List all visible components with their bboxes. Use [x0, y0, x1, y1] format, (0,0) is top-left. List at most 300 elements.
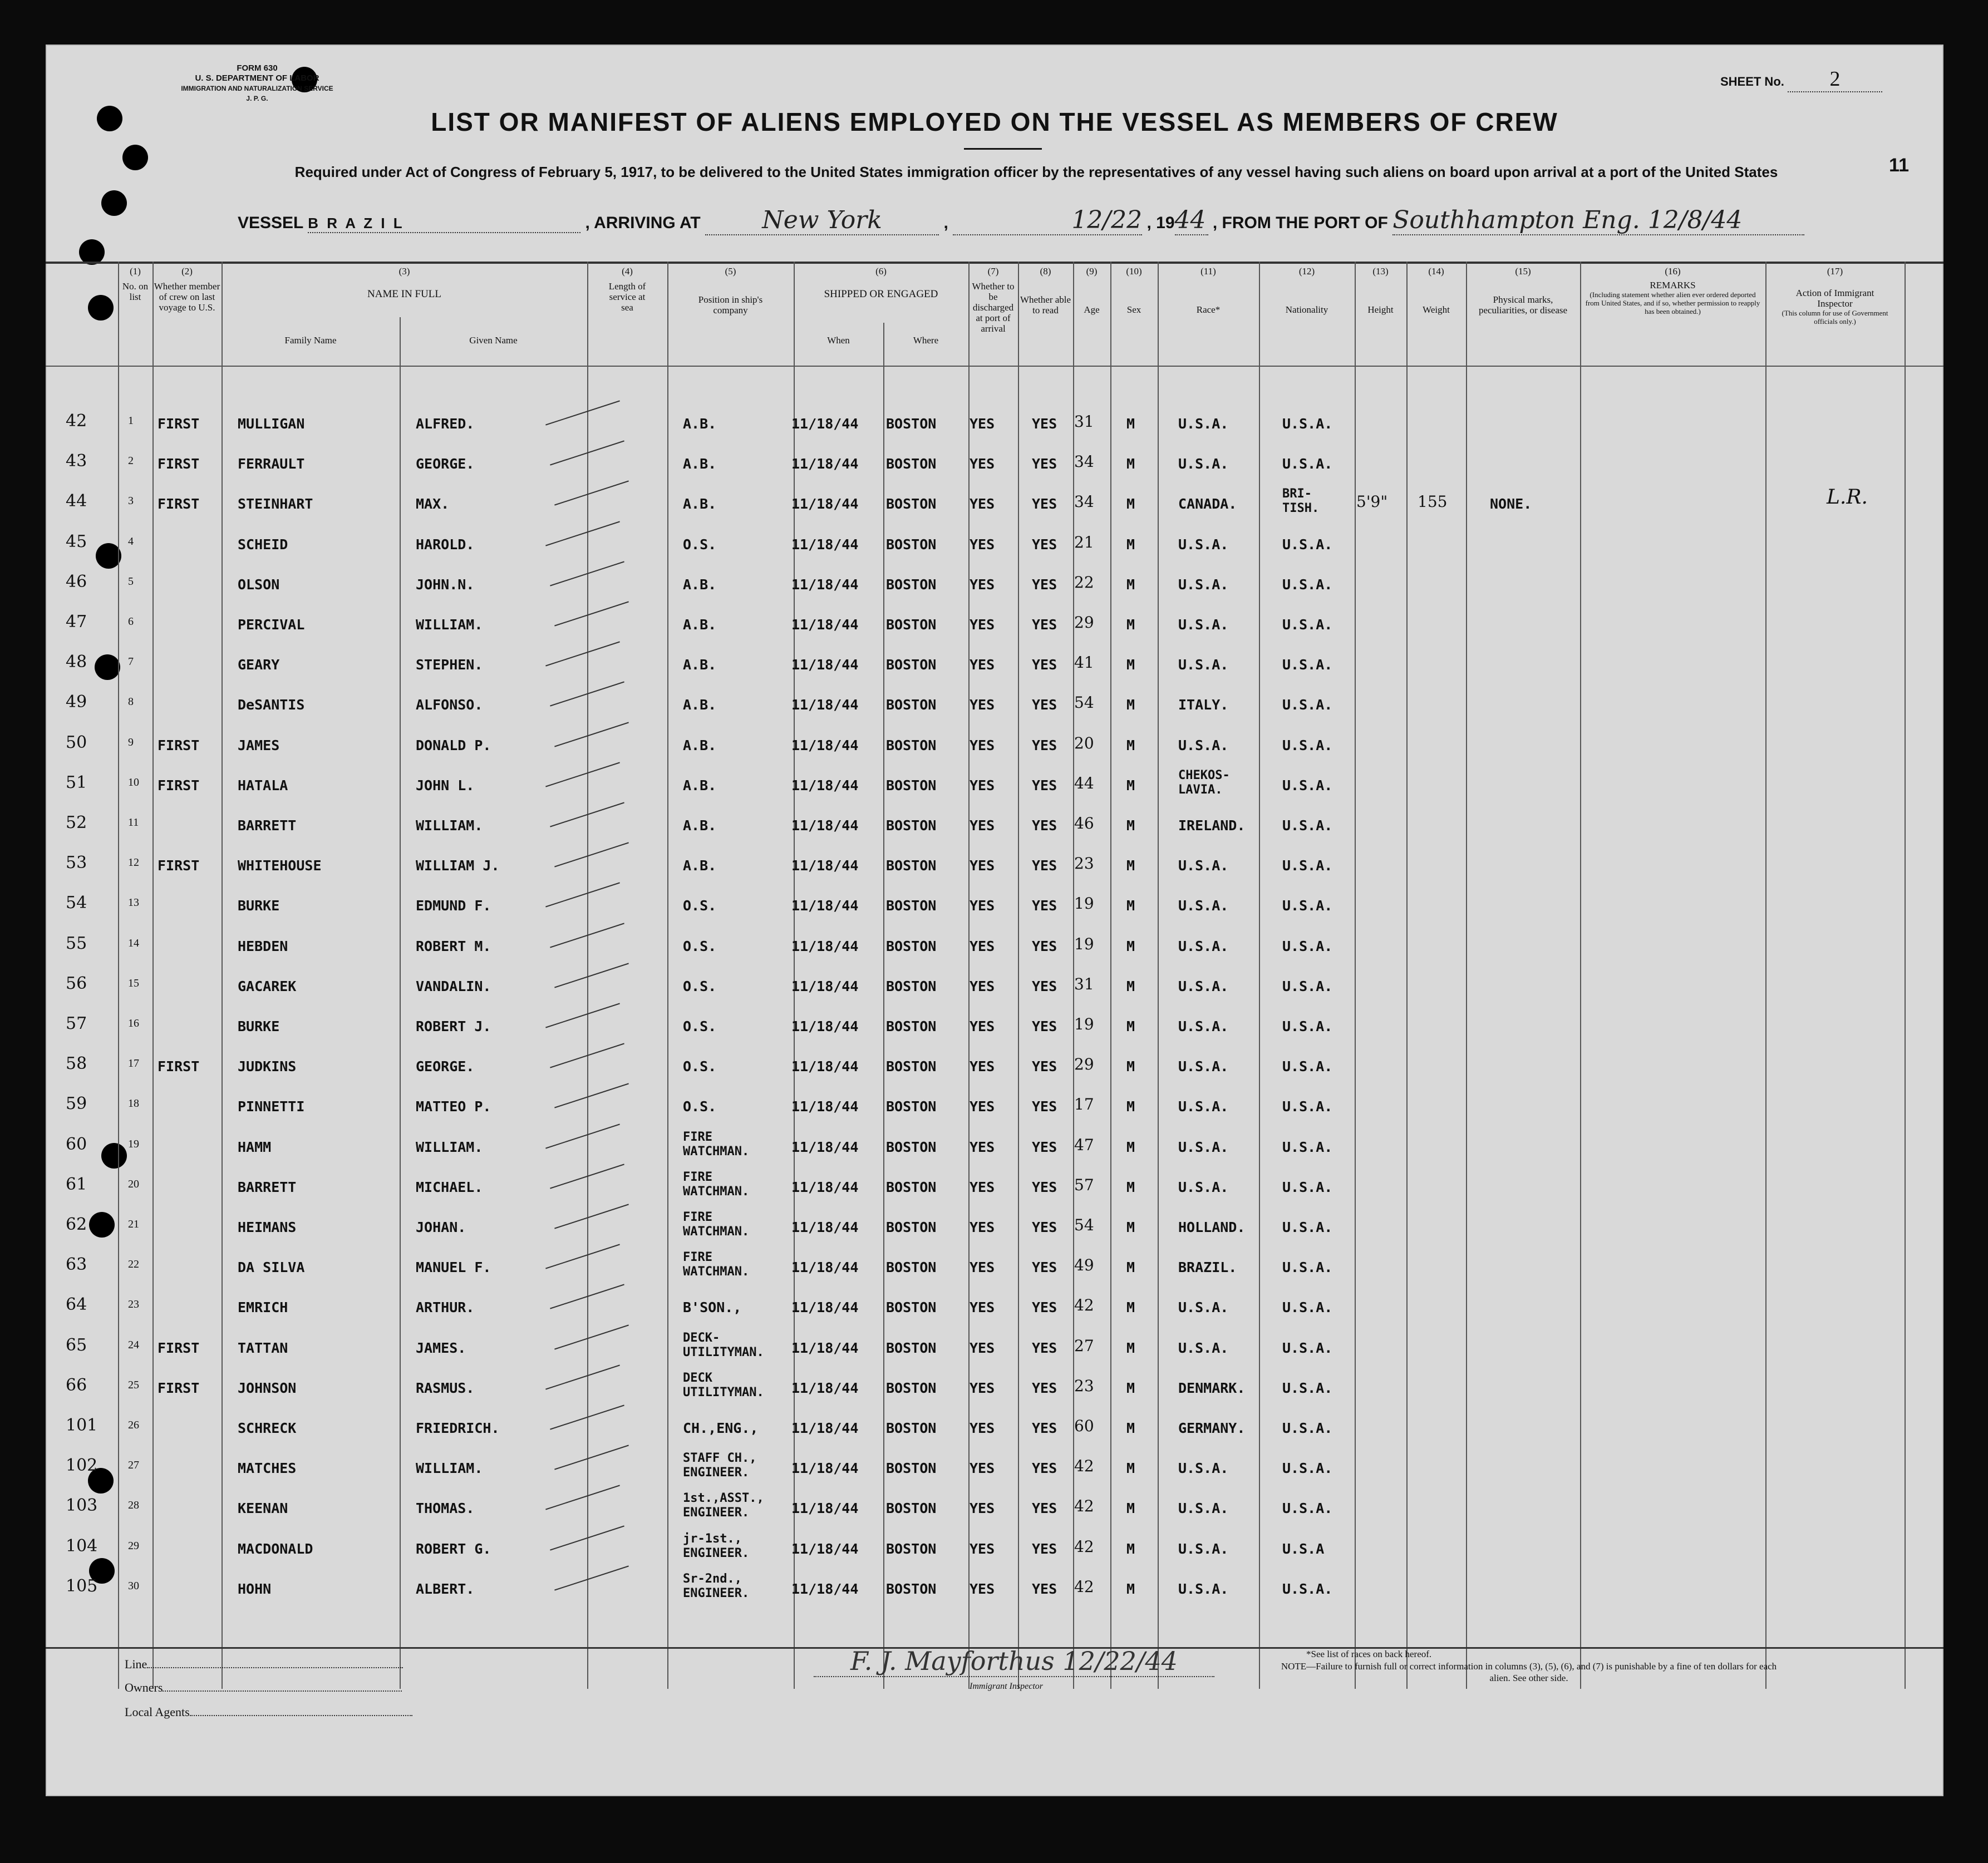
family-name: SCHEID: [238, 536, 288, 553]
shipped-date: 11/18/44: [791, 1299, 859, 1316]
sex: M: [1126, 898, 1135, 914]
table-row: [46, 1487, 1943, 1527]
able-to-read: YES: [1032, 1580, 1057, 1597]
table-row: [46, 1407, 1943, 1447]
discharged: YES: [970, 496, 995, 512]
family-name: HEBDEN: [238, 938, 288, 954]
discharged: YES: [970, 456, 995, 472]
list-number: 1: [128, 415, 134, 427]
weight: 155: [1418, 492, 1448, 511]
shipped-place: BOSTON: [886, 1219, 937, 1235]
discharged: YES: [970, 777, 995, 793]
arriving-port: New York: [705, 206, 939, 235]
service-slash-mark: [554, 601, 629, 626]
age: 27: [1074, 1336, 1094, 1355]
family-name: OLSON: [238, 576, 280, 593]
given-name: ALBERT.: [416, 1580, 475, 1597]
service-slash-mark: [545, 762, 620, 787]
agents-label: Local Agents: [125, 1705, 190, 1719]
race: U.S.A.: [1178, 1098, 1229, 1115]
nationality: U.S.A.: [1282, 1379, 1333, 1396]
manifest-sheet: [46, 45, 1943, 1796]
sex: M: [1126, 416, 1135, 432]
given-name: ROBERT G.: [416, 1540, 491, 1557]
table-row: [46, 683, 1943, 723]
race: U.S.A.: [1178, 1540, 1229, 1557]
given-name: STEPHEN.: [416, 657, 483, 673]
age: 42: [1074, 1296, 1094, 1315]
race: U.S.A.: [1178, 1339, 1229, 1356]
table-row: [46, 442, 1943, 482]
header-separator: [46, 366, 1943, 367]
position: 1st.,ASST., ENGINEER.: [683, 1491, 764, 1520]
nationality: U.S.A.: [1282, 697, 1333, 713]
sex: M: [1126, 777, 1135, 793]
service-slash-mark: [545, 1364, 620, 1389]
service-slash-mark: [550, 1284, 624, 1309]
discharged: YES: [970, 1420, 995, 1436]
discharged: YES: [970, 1460, 995, 1477]
discharged: YES: [970, 576, 995, 593]
age: 57: [1074, 1175, 1094, 1194]
given-name: MANUEL F.: [416, 1259, 491, 1276]
manifest-line-number: 60: [66, 1134, 87, 1154]
able-to-read: YES: [1032, 978, 1057, 994]
manifest-line-number: 46: [66, 571, 87, 592]
position: A.B.: [683, 456, 717, 472]
table-row: [46, 523, 1943, 563]
shipped-date: 11/18/44: [791, 576, 859, 593]
nationality: U.S.A.: [1282, 617, 1333, 633]
table-row: [46, 764, 1943, 804]
discharged: YES: [970, 617, 995, 633]
race: U.S.A.: [1178, 1299, 1229, 1316]
position: Sr-2nd., ENGINEER.: [683, 1571, 750, 1600]
manifest-line-number: 47: [66, 612, 87, 632]
race: U.S.A.: [1178, 1179, 1229, 1195]
shipped-date: 11/18/44: [791, 456, 859, 472]
table-row: [46, 402, 1943, 442]
given-name: JOHN.N.: [416, 576, 475, 593]
shipped-date: 11/18/44: [791, 617, 859, 633]
vessel-label: VESSEL: [238, 214, 303, 232]
nationality: U.S.A.: [1282, 737, 1333, 753]
shipped-place: BOSTON: [886, 938, 937, 954]
table-row: [46, 1126, 1943, 1166]
col-15-header: (15) Physical marks, peculiarities, or disease: [1478, 266, 1568, 316]
able-to-read: YES: [1032, 617, 1057, 633]
list-number: 10: [128, 776, 139, 788]
list-number: 9: [128, 736, 134, 748]
shipped-place: BOSTON: [886, 496, 937, 512]
table-row: [46, 1246, 1943, 1286]
table-row: [46, 1327, 1943, 1367]
age: 54: [1074, 693, 1094, 712]
shipped-date: 11/18/44: [791, 1098, 859, 1115]
able-to-read: YES: [1032, 1540, 1057, 1557]
table-row: [46, 1568, 1943, 1608]
service-slash-mark: [550, 1404, 624, 1430]
manifest-line-number: 42: [66, 411, 87, 431]
able-to-read: YES: [1032, 898, 1057, 914]
age: 17: [1074, 1095, 1094, 1114]
able-to-read: YES: [1032, 1379, 1057, 1396]
shipped-date: 11/18/44: [791, 737, 859, 753]
line-blank: [147, 1667, 403, 1668]
col-17-header: (17) Action of Immigrant Inspector (This column for use of Government officials only.): [1782, 266, 1888, 326]
shipped-date: 11/18/44: [791, 1018, 859, 1034]
service-slash-mark: [554, 1445, 629, 1470]
manifest-line-number: 51: [66, 772, 87, 792]
sex: M: [1126, 1018, 1135, 1034]
list-number: 23: [128, 1298, 139, 1311]
shipped-place: BOSTON: [886, 1259, 937, 1276]
position: O.S.: [683, 898, 717, 914]
nationality: U.S.A.: [1282, 657, 1333, 673]
manifest-line-number: 48: [66, 652, 87, 672]
race: U.S.A.: [1178, 1138, 1229, 1155]
nationality: U.S.A.: [1282, 1420, 1333, 1436]
family-name: JOHNSON: [238, 1379, 297, 1396]
sex: M: [1126, 1379, 1135, 1396]
sex: M: [1126, 1580, 1135, 1597]
footer-owners: [125, 1680, 402, 1695]
race: HOLLAND.: [1178, 1219, 1246, 1235]
vessel-line: VESSEL B R A Z I L , ARRIVING AT New York , 12/22 , 1944 , FROM THE PORT OF Southhampton Eng. 12/8/44: [238, 206, 1804, 235]
prior-voyage: FIRST: [158, 496, 200, 512]
sex: M: [1126, 817, 1135, 834]
table-row: [46, 603, 1943, 643]
able-to-read: YES: [1032, 817, 1057, 834]
nationality: U.S.A.: [1282, 1058, 1333, 1075]
sex: M: [1126, 1299, 1135, 1316]
page-number: 11: [1889, 155, 1909, 176]
nationality: U.S.A.: [1282, 1098, 1333, 1115]
position: FIRE WATCHMAN.: [683, 1210, 750, 1239]
position: O.S.: [683, 938, 717, 954]
from-label: , FROM THE PORT OF: [1212, 214, 1388, 232]
service-slash-mark: [554, 1565, 629, 1590]
list-number: 28: [128, 1499, 139, 1512]
shipped-place: BOSTON: [886, 1138, 937, 1155]
position: O.S.: [683, 978, 717, 994]
table-row: [46, 1005, 1943, 1045]
race: U.S.A.: [1178, 938, 1229, 954]
given-name: EDMUND F.: [416, 898, 491, 914]
age: 49: [1074, 1256, 1094, 1275]
position: A.B.: [683, 657, 717, 673]
shipped-date: 11/18/44: [791, 1460, 859, 1477]
age: 54: [1074, 1216, 1094, 1234]
age: 41: [1074, 653, 1094, 672]
shipped-date: 11/18/44: [791, 978, 859, 994]
sex: M: [1126, 697, 1135, 713]
discharged: YES: [970, 1540, 995, 1557]
col-12-header: (12) Nationality: [1285, 266, 1328, 315]
sex: M: [1126, 1138, 1135, 1155]
discharged: YES: [970, 1299, 995, 1316]
age: 42: [1074, 1457, 1094, 1476]
position: B'SON.,: [683, 1299, 742, 1316]
col-6-header: (6) SHIPPED OR ENGAGED: [824, 266, 938, 300]
discharged: YES: [970, 737, 995, 753]
table-row: [46, 1527, 1943, 1568]
punch-hole: [122, 145, 148, 170]
form-code: J. P. G.: [246, 95, 268, 102]
nationality: U.S.A.: [1282, 857, 1333, 874]
age: 34: [1074, 492, 1094, 511]
table-row: [46, 1206, 1943, 1246]
nationality: U.S.A.: [1282, 1259, 1333, 1276]
col-3-family-subheader: Family Name: [284, 335, 337, 346]
prior-voyage: FIRST: [158, 1058, 200, 1075]
service-slash-mark: [545, 521, 620, 546]
nationality: U.S.A.: [1282, 456, 1333, 472]
punch-hole: [101, 190, 127, 216]
shipped-date: 11/18/44: [791, 1058, 859, 1075]
shipped-date: 11/18/44: [791, 898, 859, 914]
nationality: U.S.A.: [1282, 416, 1333, 432]
manifest-line-number: 44: [66, 491, 87, 511]
shipped-place: BOSTON: [886, 576, 937, 593]
list-number: 12: [128, 856, 139, 869]
shipped-place: BOSTON: [886, 536, 937, 553]
race: IRELAND.: [1178, 817, 1246, 834]
shipped-place: BOSTON: [886, 1460, 937, 1477]
discharged: YES: [970, 1018, 995, 1034]
height: 5'9": [1356, 492, 1388, 511]
given-name: ARTHUR.: [416, 1299, 475, 1316]
service-slash-mark: [550, 682, 624, 707]
age: 21: [1074, 533, 1094, 551]
list-number: 13: [128, 896, 139, 909]
family-name: BARRETT: [238, 1179, 297, 1195]
list-number: 17: [128, 1057, 139, 1070]
family-name: JAMES: [238, 737, 280, 753]
shipped-date: 11/18/44: [791, 938, 859, 954]
arriving-label: , ARRIVING AT: [585, 214, 701, 232]
col-2-header: (2) Whether member of crew on last voyage to U.S.: [154, 266, 220, 313]
sex: M: [1126, 1420, 1135, 1436]
nationality: U.S.A.: [1282, 1299, 1333, 1316]
age: 19: [1074, 894, 1094, 913]
able-to-read: YES: [1032, 456, 1057, 472]
shipped-place: BOSTON: [886, 416, 937, 432]
family-name: MULLIGAN: [238, 416, 305, 432]
position: O.S.: [683, 1018, 717, 1034]
col-8-header: (8) Whether able to read: [1020, 266, 1071, 316]
nationality: BRI- TISH.: [1282, 487, 1320, 516]
able-to-read: YES: [1032, 1058, 1057, 1075]
able-to-read: YES: [1032, 857, 1057, 874]
family-name: HAMM: [238, 1138, 272, 1155]
sex: M: [1126, 1058, 1135, 1075]
position: A.B.: [683, 697, 717, 713]
service-slash-mark: [550, 441, 624, 466]
family-name: MACDONALD: [238, 1540, 313, 1557]
shipped-place: BOSTON: [886, 857, 937, 874]
service-slash-mark: [550, 802, 624, 827]
prior-voyage: FIRST: [158, 1379, 200, 1396]
col-13-header: (13) Height: [1367, 266, 1394, 315]
given-name: MICHAEL.: [416, 1179, 483, 1195]
given-name: ROBERT J.: [416, 1018, 491, 1034]
age: 42: [1074, 1497, 1094, 1516]
discharged: YES: [970, 657, 995, 673]
race: ITALY.: [1178, 697, 1229, 713]
col-16-header: (16) REMARKS (Including statement whether alien ever ordered deported from United States, and if so, whether permission to reapply has been obtained.): [1585, 266, 1760, 316]
family-name: EMRICH: [238, 1299, 288, 1316]
discharged: YES: [970, 416, 995, 432]
inspector-label: Immigrant Inspector: [970, 1682, 1043, 1691]
given-name: MAX.: [416, 496, 450, 512]
position: O.S.: [683, 1058, 717, 1075]
shipped-date: 11/18/44: [791, 697, 859, 713]
service-slash-mark: [554, 722, 629, 747]
able-to-read: YES: [1032, 1138, 1057, 1155]
shipped-place: BOSTON: [886, 1098, 937, 1115]
manifest-line-number: 63: [66, 1255, 87, 1275]
col-9-header: (9) Age: [1084, 266, 1100, 315]
given-name: WILLIAM J.: [416, 857, 500, 874]
owners-blank: [163, 1690, 402, 1692]
table-row: [46, 1045, 1943, 1085]
shipped-date: 11/18/44: [791, 1379, 859, 1396]
col-4-header: (4) Length of service at sea: [608, 266, 646, 313]
list-number: 22: [128, 1258, 139, 1271]
sex: M: [1126, 737, 1135, 753]
list-number: 11: [128, 816, 139, 829]
given-name: DONALD P.: [416, 737, 491, 753]
position: DECK UTILITYMAN.: [683, 1371, 764, 1399]
able-to-read: YES: [1032, 1460, 1057, 1477]
able-to-read: YES: [1032, 1339, 1057, 1356]
race: U.S.A.: [1178, 1018, 1229, 1034]
given-name: RASMUS.: [416, 1379, 475, 1396]
able-to-read: YES: [1032, 536, 1057, 553]
race: U.S.A.: [1178, 857, 1229, 874]
manifest-line-number: 65: [66, 1335, 87, 1355]
list-number: 2: [128, 455, 134, 467]
able-to-read: YES: [1032, 1098, 1057, 1115]
prior-voyage: FIRST: [158, 456, 200, 472]
sex: M: [1126, 496, 1135, 512]
race: U.S.A.: [1178, 1580, 1229, 1597]
race: BRAZIL.: [1178, 1259, 1237, 1276]
col-3-given-subheader: Given Name: [469, 335, 518, 346]
family-name: SCHRECK: [238, 1420, 297, 1436]
manifest-line-number: 102: [66, 1456, 98, 1476]
position: O.S.: [683, 1098, 717, 1115]
col-7-header: (7) Whether to be discharged at port of arrival: [972, 266, 1015, 334]
shipped-place: BOSTON: [886, 1540, 937, 1557]
position: A.B.: [683, 817, 717, 834]
table-row: [46, 643, 1943, 683]
shipped-place: BOSTON: [886, 978, 937, 994]
age: 22: [1074, 573, 1094, 592]
manifest-line-number: 61: [66, 1174, 87, 1194]
sex: M: [1126, 1179, 1135, 1195]
nationality: U.S.A.: [1282, 938, 1333, 954]
able-to-read: YES: [1032, 416, 1057, 432]
table-row: [46, 724, 1943, 764]
sheet-number-value: 2: [1788, 67, 1882, 92]
discharged: YES: [970, 1138, 995, 1155]
given-name: WILLIAM.: [416, 1138, 483, 1155]
manifest-line-number: 103: [66, 1496, 98, 1516]
shipped-place: BOSTON: [886, 1500, 937, 1517]
race: U.S.A.: [1178, 1058, 1229, 1075]
given-name: WILLIAM.: [416, 817, 483, 834]
list-number: 7: [128, 655, 134, 668]
list-number: 29: [128, 1539, 139, 1552]
given-name: THOMAS.: [416, 1500, 475, 1517]
able-to-read: YES: [1032, 1219, 1057, 1235]
manifest-line-number: 62: [66, 1215, 87, 1234]
manifest-line-number: 57: [66, 1014, 87, 1033]
line-label: Line: [125, 1657, 147, 1671]
nationality: U.S.A.: [1282, 536, 1333, 553]
table-row: [46, 1367, 1943, 1407]
table-row: [46, 884, 1943, 924]
position: A.B.: [683, 496, 717, 512]
shipped-date: 11/18/44: [791, 416, 859, 432]
arrival-date: 12/22: [953, 206, 1142, 235]
family-name: BURKE: [238, 898, 280, 914]
discharged: YES: [970, 1058, 995, 1075]
service-slash-mark: [550, 1043, 624, 1068]
race: DENMARK.: [1178, 1379, 1246, 1396]
race: U.S.A.: [1178, 898, 1229, 914]
given-name: FRIEDRICH.: [416, 1420, 500, 1436]
shipped-place: BOSTON: [886, 1580, 937, 1597]
nationality: U.S.A.: [1282, 777, 1333, 793]
shipped-date: 11/18/44: [791, 1500, 859, 1517]
shipped-place: BOSTON: [886, 697, 937, 713]
shipped-date: 11/18/44: [791, 496, 859, 512]
manifest-line-number: 59: [66, 1094, 87, 1114]
family-name: FERRAULT: [238, 456, 305, 472]
race: U.S.A.: [1178, 737, 1229, 753]
shipped-place: BOSTON: [886, 1299, 937, 1316]
title-underline: [964, 148, 1042, 150]
service-slash-mark: [545, 1123, 620, 1149]
manifest-line-number: 55: [66, 933, 87, 953]
shipped-place: BOSTON: [886, 777, 937, 793]
family-name: HOHN: [238, 1580, 272, 1597]
age: 31: [1074, 412, 1094, 431]
nationality: U.S.A.: [1282, 1138, 1333, 1155]
race: U.S.A.: [1178, 1500, 1229, 1517]
race: CHEKOS- LAVIA.: [1178, 768, 1230, 797]
discharged: YES: [970, 1500, 995, 1517]
prior-voyage: FIRST: [158, 416, 200, 432]
shipped-date: 11/18/44: [791, 657, 859, 673]
shipped-date: 11/18/44: [791, 1580, 859, 1597]
able-to-read: YES: [1032, 576, 1057, 593]
manifest-line-number: 101: [66, 1416, 98, 1435]
list-number: 5: [128, 575, 134, 588]
race: U.S.A.: [1178, 617, 1229, 633]
shipped-place: BOSTON: [886, 898, 937, 914]
nationality: U.S.A.: [1282, 576, 1333, 593]
age: 19: [1074, 934, 1094, 953]
manifest-line-number: 53: [66, 853, 87, 873]
sex: M: [1126, 978, 1135, 994]
able-to-read: YES: [1032, 777, 1057, 793]
nationality: U.S.A.: [1282, 1580, 1333, 1597]
given-name: ROBERT M.: [416, 938, 491, 954]
